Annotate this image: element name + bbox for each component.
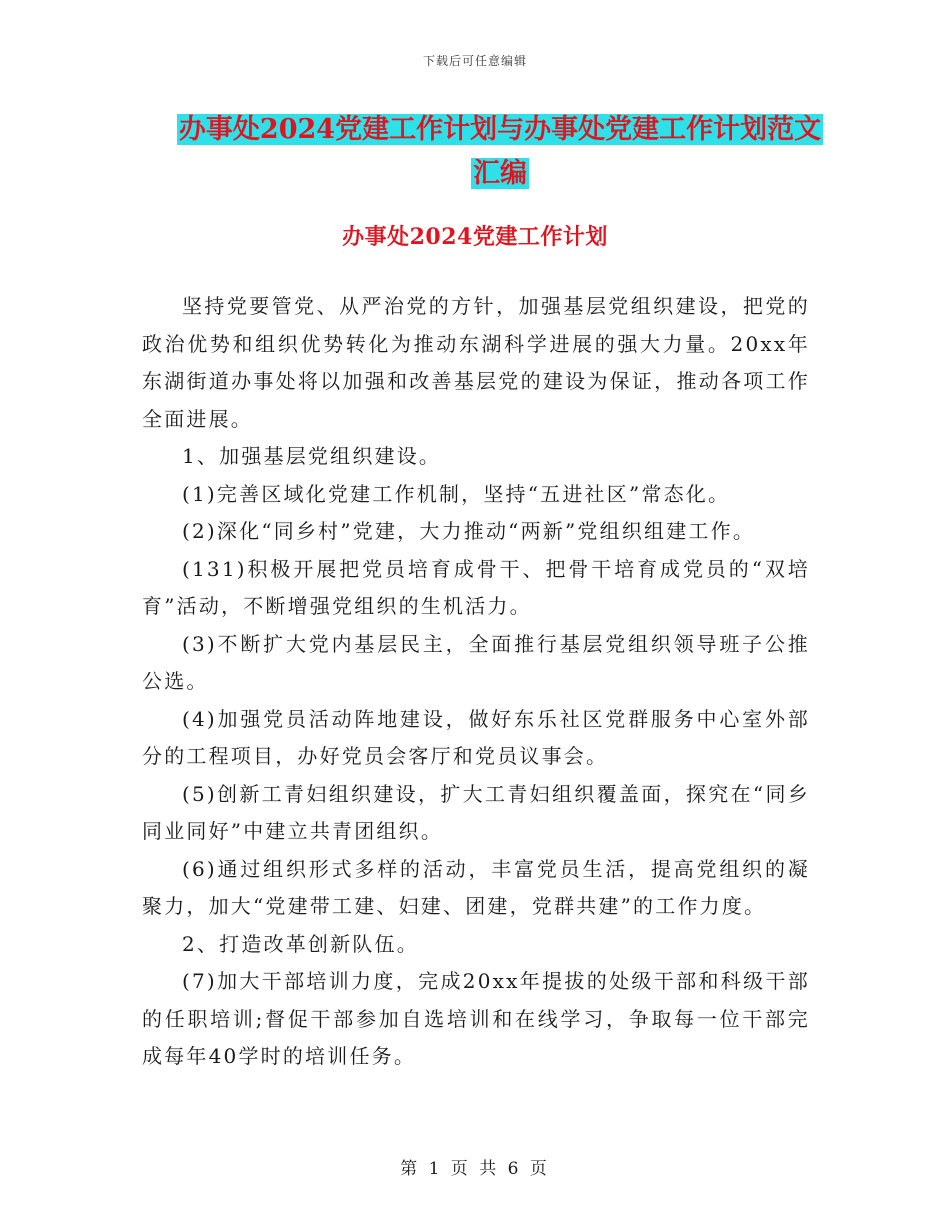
- paragraph-intro: 坚持党要管党、从严治党的方针，加强基层党组织建设，把党的政治优势和组织优势转化为推动东湖科学进展的强大力量。20xx年东湖街道办事处将以加强和改善基层党的建设为保证，推动各项工作全面进展。: [142, 294, 810, 431]
- page-footer: 第 1 页 共 6 页: [400, 1159, 550, 1179]
- paragraph-item-7: (7)加大干部培训力度，完成20xx年提拔的处级干部和科级干部的任职培训;督促干部参加自选培训和在线学习，争取每一位干部完成每年40学时的培训任务。: [142, 969, 810, 1068]
- document-body: [142, 288, 810, 1076]
- paragraph-item-1: (1)完善区域化党建工作机制，坚持“五进社区”常态化。: [182, 481, 731, 506]
- paragraph-item-5: (5)创新工青妇组织建设，扩大工青妇组织覆盖面，探究在“同乡同业同好”中建立共青团组织。: [142, 781, 810, 843]
- section-title: 办事处2024党建工作计划: [342, 224, 608, 250]
- paragraph-item-4: (4)加强党员活动阵地建设，做好东乐社区党群服务中心室外部分的工程项目，办好党员会客厅和党员议事会。: [142, 706, 810, 768]
- paragraph-heading-2: 2、打造改革创新队伍。: [182, 931, 419, 956]
- paragraph-item-3: (3)不断扩大党内基层民主，全面推行基层党组织领导班子公推公选。: [142, 631, 810, 693]
- paragraph-heading-1: 1、加强基层党组织建设。: [182, 444, 442, 468]
- paragraph-item-131: (131)积极开展把党员培育成骨干、把骨干培育成党员的“双培育”活动，不断增强党组织的生机活力。: [142, 556, 810, 618]
- document-title: [140, 108, 860, 196]
- document-title-line-1: 办事处2024党建工作计划与办事处党建工作计划范文: [178, 114, 822, 145]
- header-note: 下载后可任意编辑: [422, 54, 527, 68]
- document-title-line-2: 汇编: [473, 158, 527, 189]
- paragraph-item-6: (6)通过组织形式多样的活动，丰富党员生活，提高党组织的凝聚力，加大“党建带工建、妇建、团建，党群共建”的工作力度。: [142, 856, 810, 918]
- paragraph-item-2: (2)深化“同乡村”党建，大力推动“两新”党组织组建工作。: [182, 519, 756, 543]
